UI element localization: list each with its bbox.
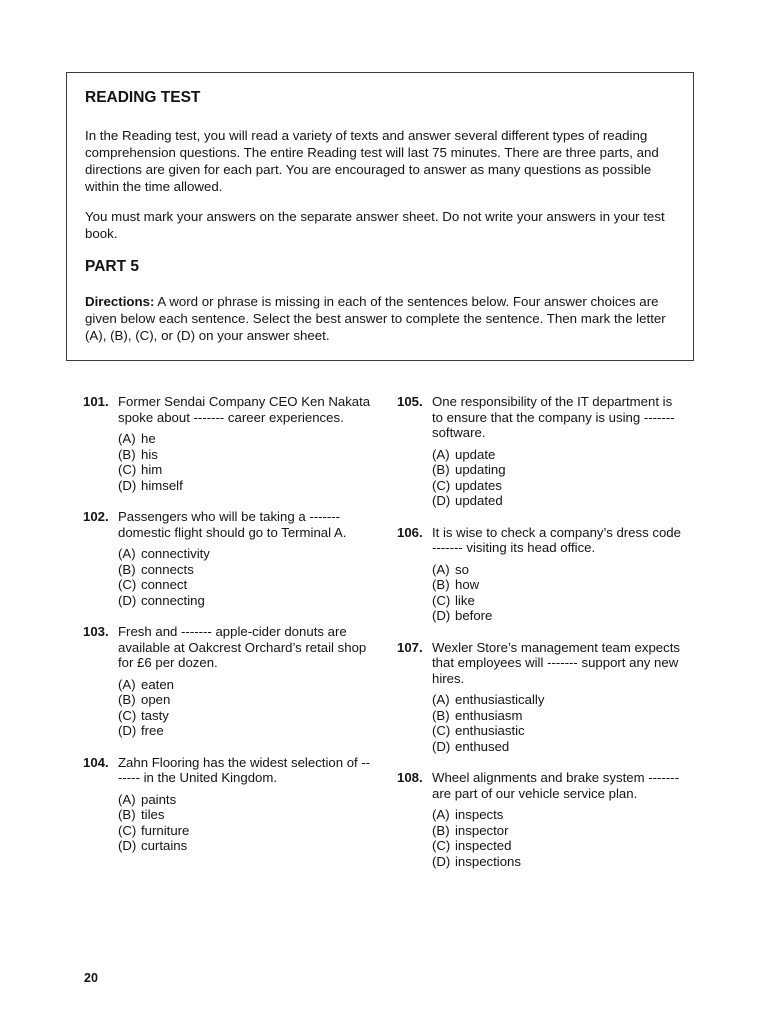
question-number: 103. — [83, 624, 109, 639]
question-number: 106. — [397, 524, 423, 540]
option-letter: (D) — [118, 592, 137, 608]
answer-options — [432, 692, 686, 754]
answer-option — [432, 854, 686, 870]
questions-column-right — [397, 394, 689, 885]
answer-option — [118, 577, 372, 593]
option-letter: (C) — [118, 462, 137, 477]
answer-options — [118, 677, 372, 739]
answer-option — [432, 493, 686, 509]
option-text: how — [455, 577, 480, 592]
question-body — [432, 394, 686, 509]
option-text: update — [455, 446, 496, 462]
answer-option — [118, 708, 372, 724]
option-letter: (A) — [118, 791, 136, 807]
answer-option — [118, 823, 372, 839]
option-letter: (B) — [118, 807, 136, 822]
question-item — [397, 640, 689, 755]
option-letter: (B) — [432, 822, 450, 838]
option-text: updates — [455, 477, 502, 493]
option-letter: (A) — [432, 807, 450, 822]
answer-options — [118, 431, 372, 493]
option-letter: (D) — [432, 853, 451, 869]
option-letter: (D) — [432, 608, 451, 623]
option-text: furniture — [141, 822, 190, 838]
question-number: 108. — [397, 770, 423, 785]
answer-option — [432, 478, 686, 494]
option-letter: (A) — [432, 561, 450, 577]
question-body — [118, 624, 372, 739]
option-letter: (C) — [432, 723, 451, 738]
option-text: open — [141, 692, 171, 707]
option-letter: (D) — [118, 838, 137, 853]
question-item — [83, 394, 375, 493]
answer-option — [118, 838, 372, 854]
option-letter: (A) — [118, 676, 136, 692]
option-text: so — [455, 561, 469, 577]
question-text: Passengers who will be taking a ------- domestic flight should go to Terminal A. — [118, 509, 347, 540]
answer-option — [432, 823, 686, 839]
reading-test-title: READING TEST — [85, 89, 201, 106]
option-text: tasty — [141, 707, 169, 723]
page-number: 20 — [84, 971, 98, 985]
answer-option — [432, 577, 686, 593]
question-body — [432, 640, 686, 755]
option-text: updating — [455, 462, 506, 477]
option-letter: (A) — [432, 446, 450, 462]
answer-option — [432, 807, 686, 823]
option-letter: (D) — [118, 477, 137, 493]
question-body — [432, 770, 686, 869]
question-item — [83, 624, 375, 739]
option-letter: (A) — [432, 692, 450, 707]
answer-option — [118, 546, 372, 562]
option-letter: (B) — [432, 577, 450, 592]
option-text: enthusiasm — [455, 707, 523, 723]
answer-option — [118, 462, 372, 478]
answer-options — [432, 562, 686, 624]
option-letter: (B) — [118, 692, 136, 707]
option-text: enthused — [455, 738, 510, 754]
option-text: curtains — [141, 838, 188, 853]
option-text: before — [455, 608, 493, 623]
question-text: Fresh and ------- apple-cider donuts are available at Oakcrest Orchard’s retail shop for £6 per dozen. — [118, 624, 367, 670]
answer-option — [118, 677, 372, 693]
directions-text: A word or phrase is missing in each of the sentences below. Four answer choices are given below each sentence. Select the best answer to complete the sentence. Then mark the letter (A), (B), (C), or (D) on your answer sheet. — [85, 294, 666, 343]
answer-option — [432, 692, 686, 708]
question-item — [397, 525, 689, 624]
answer-option — [432, 608, 686, 624]
option-text: updated — [455, 493, 503, 508]
question-item — [83, 509, 375, 608]
answer-option — [118, 807, 372, 823]
answer-option — [432, 562, 686, 578]
option-letter: (C) — [432, 592, 451, 608]
question-body — [118, 394, 372, 493]
option-text: connecting — [141, 592, 205, 608]
option-letter: (C) — [432, 838, 451, 853]
option-text: inspected — [455, 838, 512, 853]
option-text: free — [141, 723, 164, 738]
question-text: It is wise to check a company’s dress code ------- visiting its head office. — [432, 524, 681, 555]
option-text: himself — [141, 477, 183, 493]
question-number: 105. — [397, 394, 423, 409]
reading-test-intro-paragraph: In the Reading test, you will read a variety of texts and answer several different types of reading comprehension questions. The entire Reading test will last 75 minutes. There are three parts, and directions are given for each part. You are encouraged to answer as many questions as possible within the time allowed. — [85, 128, 659, 194]
option-letter: (C) — [118, 822, 137, 838]
option-letter: (D) — [432, 493, 451, 508]
option-letter: (D) — [432, 738, 451, 754]
directions-label: Directions: — [85, 294, 155, 309]
option-text: inspections — [455, 853, 521, 869]
answer-option — [432, 593, 686, 609]
option-text: eaten — [141, 676, 175, 692]
option-text: he — [141, 431, 156, 446]
question-text: Wheel alignments and brake system ------- are part of our vehicle service plan. — [432, 770, 679, 801]
option-letter: (C) — [118, 577, 137, 592]
question-text: Former Sendai Company CEO Ken Nakata spoke about ------- career experiences. — [118, 394, 371, 425]
question-text: Zahn Flooring has the widest selection of ------- in the United Kingdom. — [118, 754, 371, 785]
answer-option — [432, 447, 686, 463]
option-letter: (C) — [118, 707, 137, 723]
question-text: Wexler Store’s management team expects that employees will ------- support any new hires. — [432, 639, 680, 686]
option-letter: (B) — [432, 707, 450, 723]
answer-option — [118, 562, 372, 578]
answer-sheet-note-paragraph: You must mark your answers on the separate answer sheet. Do not write your answers in your test book. — [85, 209, 665, 241]
answer-option — [432, 708, 686, 724]
question-body — [118, 755, 372, 854]
option-text: him — [141, 462, 163, 477]
answer-option — [432, 838, 686, 854]
answer-option — [118, 431, 372, 447]
question-body — [118, 509, 372, 608]
question-number: 104. — [83, 754, 109, 770]
option-text: inspects — [455, 807, 504, 822]
answer-options — [118, 792, 372, 854]
option-letter: (B) — [432, 462, 450, 477]
option-text: tiles — [141, 807, 165, 822]
answer-option — [118, 692, 372, 708]
part5-directions — [85, 293, 675, 344]
questions-column-left — [83, 394, 375, 870]
answer-options — [432, 807, 686, 869]
option-text: enthusiastically — [455, 692, 545, 707]
option-letter: (C) — [432, 477, 451, 493]
option-text: enthusiastic — [455, 723, 525, 738]
answer-option — [118, 593, 372, 609]
option-text: connect — [141, 577, 188, 592]
answer-options — [432, 447, 686, 509]
option-letter: (B) — [118, 446, 136, 462]
answer-option — [118, 723, 372, 739]
question-item — [83, 755, 375, 854]
answer-option — [118, 792, 372, 808]
part5-heading: PART 5 — [85, 258, 139, 275]
option-text: like — [455, 592, 475, 608]
instructions-box — [66, 72, 694, 361]
answer-option — [432, 723, 686, 739]
question-item — [397, 770, 689, 869]
option-text: his — [141, 446, 158, 462]
option-letter: (D) — [118, 723, 137, 738]
question-body — [432, 525, 686, 624]
answer-option — [432, 462, 686, 478]
question-number: 107. — [397, 639, 423, 655]
option-letter: (A) — [118, 546, 136, 561]
option-text: connects — [141, 561, 194, 577]
answer-option — [118, 447, 372, 463]
question-item — [397, 394, 689, 509]
question-number: 101. — [83, 394, 109, 409]
option-letter: (B) — [118, 561, 136, 577]
question-number: 102. — [83, 509, 109, 524]
question-text: One responsibility of the IT department is to ensure that the company is using ------- software. — [432, 394, 675, 440]
answer-option — [432, 739, 686, 755]
option-text: connectivity — [141, 546, 210, 561]
answer-option — [118, 478, 372, 494]
option-letter: (A) — [118, 431, 136, 446]
option-text: inspector — [455, 822, 509, 838]
option-text: paints — [141, 791, 177, 807]
answer-options — [118, 546, 372, 608]
